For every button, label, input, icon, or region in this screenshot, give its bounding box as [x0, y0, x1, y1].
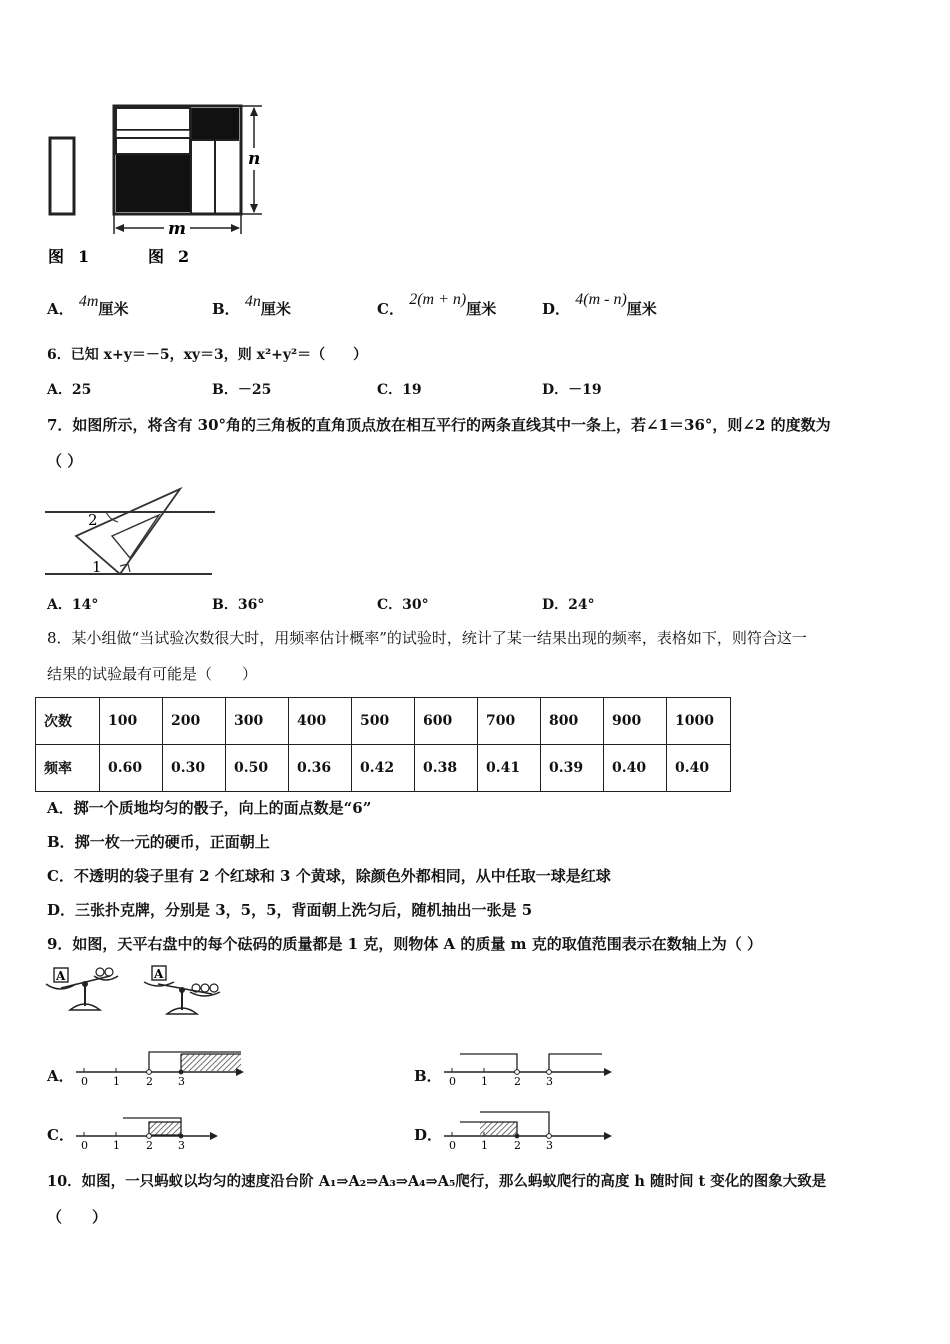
- table-cell: 500: [352, 698, 415, 745]
- table-cell: 0.42: [352, 745, 415, 792]
- q5-option-a[interactable]: A． 4m厘米: [47, 293, 129, 318]
- figure-1-rectangle: [50, 138, 74, 214]
- q6-option-b[interactable]: B．－25: [212, 382, 272, 398]
- q7-stem-line1: 7．如图所示，将含有 30°角的三角板的直角顶点放在相互平行的两条直线其中一条上，若∠1＝36°，则∠2 的度数为: [47, 416, 831, 434]
- table-cell: 0.39: [541, 745, 604, 792]
- table-cell: 频率: [36, 745, 100, 792]
- svg-text:3: 3: [178, 1139, 185, 1152]
- svg-text:0: 0: [449, 1139, 456, 1152]
- q5-option-b[interactable]: B． 4n厘米: [212, 293, 291, 318]
- angle-1-label: 1: [92, 558, 102, 576]
- table-cell: 0.41: [478, 745, 541, 792]
- shaded-region-large: [116, 154, 190, 212]
- frequency-table: [35, 697, 731, 792]
- table-cell: 0.50: [226, 745, 289, 792]
- q7-option-c[interactable]: C．30°: [377, 597, 429, 613]
- number-line-b[interactable]: [440, 1046, 615, 1088]
- q8-option-c[interactable]: C．不透明的袋子里有 2 个红球和 3 个黄球，除颜色外都相同，从中任取一球是红球: [47, 867, 611, 885]
- q9-option-a[interactable]: A．: [47, 1067, 74, 1085]
- svg-text:0: 0: [81, 1075, 88, 1088]
- table-cell: 0.60: [100, 745, 163, 792]
- q9-stem: 9．如图，天平右盘中的每个砝码的质量都是 1 克，则物体 A 的质量 m 克的取值范围表示在数轴上为（ ）: [47, 935, 762, 953]
- q8-stem-line2: 结果的试验最有可能是（ ）: [47, 665, 258, 683]
- svg-text:2: 2: [514, 1075, 521, 1088]
- table-cell: 0.40: [604, 745, 667, 792]
- balance-scale-right: [144, 966, 220, 1014]
- svg-text:2: 2: [146, 1139, 153, 1152]
- q6-option-d[interactable]: D．－19: [542, 382, 602, 398]
- figure-2-caption: 图 2: [148, 247, 190, 266]
- shaded-region-small: [191, 108, 239, 140]
- table-cell: 0.40: [667, 745, 731, 792]
- q9-option-c[interactable]: C．: [47, 1126, 74, 1144]
- q9-option-d[interactable]: D．: [414, 1126, 443, 1144]
- svg-text:1: 1: [113, 1139, 120, 1152]
- dimension-n-label: n: [248, 149, 261, 169]
- svg-text:1: 1: [481, 1139, 488, 1152]
- rectangle-figures: [40, 98, 280, 270]
- q5-option-c[interactable]: C． 2(m + n)厘米: [377, 291, 497, 318]
- q8-option-a[interactable]: A．掷一个质地均匀的骰子，向上的面点数是“6”: [47, 799, 372, 817]
- svg-text:3: 3: [178, 1075, 185, 1088]
- svg-text:0: 0: [81, 1139, 88, 1152]
- table-cell: 400: [289, 698, 352, 745]
- balance-scales-figure: [40, 962, 230, 1022]
- q8-option-b[interactable]: B．掷一枚一元的硬币，正面朝上: [47, 833, 270, 851]
- svg-text:3: 3: [546, 1075, 553, 1088]
- table-cell: 900: [604, 698, 667, 745]
- table-cell: 800: [541, 698, 604, 745]
- q10-stem-line2: （ ）: [47, 1208, 108, 1226]
- q5-option-d[interactable]: D． 4(m - n)厘米: [542, 291, 657, 318]
- svg-text:2: 2: [146, 1075, 153, 1088]
- number-line-a[interactable]: [72, 1046, 247, 1088]
- q10-stem-line1: 10．如图，一只蚂蚁以均匀的速度沿台阶 A₁⇒A₂⇒A₃⇒A₄⇒A₅爬行，那么蚂蚁爬行的高度 h 随时间 t 变化的图象大致是: [47, 1173, 827, 1190]
- table-cell: 600: [415, 698, 478, 745]
- q6-option-a[interactable]: A．25: [47, 382, 92, 398]
- q7-option-a[interactable]: A．14°: [47, 597, 99, 613]
- table-cell: 0.36: [289, 745, 352, 792]
- q7-option-b[interactable]: B．36°: [212, 597, 265, 613]
- q6-stem: 6．已知 x+y＝－5，xy＝3，则 x²+y²＝（ ）: [47, 347, 368, 363]
- table-row-trials: [36, 698, 731, 745]
- svg-text:A: A: [56, 969, 66, 983]
- q8-stem-line1: 8．某小组做“当试验次数很大时，用频率估计概率”的试验时，统计了某一结果出现的频率，表格如下，则符合这一: [47, 629, 807, 647]
- q7-stem-line2: （ ）: [47, 452, 83, 470]
- table-cell: 700: [478, 698, 541, 745]
- angle-2-label: 2: [88, 511, 98, 529]
- svg-text:1: 1: [113, 1075, 120, 1088]
- dimension-m-label: m: [168, 219, 186, 239]
- table-cell: 100: [100, 698, 163, 745]
- table-cell: 200: [163, 698, 226, 745]
- balance-scale-left: [46, 968, 118, 1010]
- number-line-c[interactable]: [72, 1110, 232, 1152]
- svg-text:3: 3: [546, 1139, 553, 1152]
- q9-option-b[interactable]: B．: [414, 1067, 442, 1085]
- triangle-parallel-lines-figure: [40, 484, 220, 584]
- table-cell: 300: [226, 698, 289, 745]
- svg-text:2: 2: [514, 1139, 521, 1152]
- svg-text:0: 0: [449, 1075, 456, 1088]
- table-cell: 0.38: [415, 745, 478, 792]
- q8-option-d[interactable]: D．三张扑克牌，分别是 3，5，5，背面朝上洗匀后，随机抽出一张是 5: [47, 901, 533, 919]
- svg-text:A: A: [154, 967, 164, 981]
- q6-option-c[interactable]: C．19: [377, 382, 422, 398]
- table-cell: 次数: [36, 698, 100, 745]
- q7-option-d[interactable]: D．24°: [542, 597, 595, 613]
- svg-text:1: 1: [481, 1075, 488, 1088]
- table-cell: 1000: [667, 698, 731, 745]
- figure-1-caption: 图 1: [48, 247, 90, 266]
- number-line-d[interactable]: [440, 1106, 615, 1152]
- table-cell: 0.30: [163, 745, 226, 792]
- table-row-frequency: [36, 745, 731, 792]
